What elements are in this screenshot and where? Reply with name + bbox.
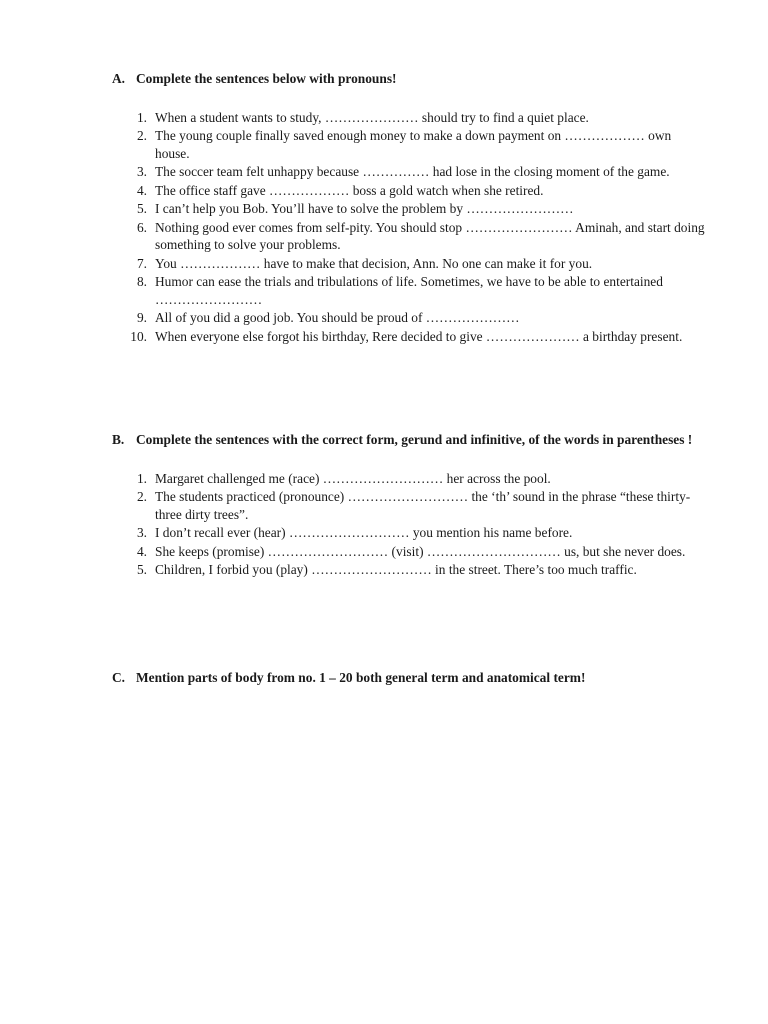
section-c-title: Mention parts of body from no. 1 – 20 both general term and anatomical term! — [136, 670, 586, 685]
item-number: 4. — [136, 543, 147, 559]
list-item — [112, 488, 712, 523]
item-text: She keeps (promise) ……………………… (visit) ………………………… us, but she never does. — [155, 543, 686, 559]
section-c-heading — [112, 669, 712, 687]
item-number: 2. — [136, 128, 147, 143]
item-number: 1. — [136, 109, 147, 125]
item-number: 3. — [136, 164, 147, 179]
item-text: Humor can ease the trials and tribulations of life. Sometimes, we have to be able to entertained …………………… — [155, 274, 663, 307]
section-a-list — [112, 109, 712, 346]
section-b-letter: B. — [112, 432, 125, 447]
list-item — [112, 127, 712, 162]
item-number: 5. — [136, 562, 147, 577]
section-a-heading — [112, 70, 712, 88]
list-item — [112, 182, 712, 200]
list-item — [112, 163, 712, 181]
section-b-heading — [112, 431, 712, 449]
item-number: 2. — [136, 489, 147, 504]
section-c-letter: C. — [112, 670, 126, 685]
item-text: The students practiced (pronounce) ……………………… the ‘th’ sound in the phrase “these thirty-three dirty trees”. — [155, 489, 691, 522]
section-b-list — [112, 470, 712, 579]
list-item — [112, 543, 712, 561]
list-item — [112, 273, 712, 308]
item-text: The soccer team felt unhappy because …………… had lose in the closing moment of the game. — [155, 164, 670, 179]
item-number: 10. — [130, 328, 147, 344]
list-item — [112, 328, 712, 346]
section-a-letter: A. — [112, 71, 126, 86]
item-number: 3. — [136, 525, 147, 540]
item-number: 1. — [136, 470, 147, 486]
item-number: 5. — [136, 201, 147, 216]
list-item — [112, 561, 712, 579]
item-text: You ……………… have to make that decision, Ann. No one can make it for you. — [155, 255, 593, 271]
item-text: The young couple finally saved enough money to make a down payment on ……………… own house. — [155, 128, 672, 161]
item-text: Margaret challenged me (race) ……………………… her across the pool. — [155, 470, 551, 486]
item-number: 9. — [136, 310, 147, 325]
section-b-title: Complete the sentences with the correct form, gerund and infinitive, of the words in parentheses ! — [136, 432, 693, 447]
list-item — [112, 524, 712, 542]
item-text: The office staff gave ……………… boss a gold watch when she retired. — [155, 182, 544, 198]
section-a-title: Complete the sentences below with pronouns! — [136, 71, 397, 86]
section-a — [112, 70, 712, 346]
list-item — [112, 109, 712, 127]
list-item — [112, 255, 712, 273]
item-text: When everyone else forgot his birthday, Rere decided to give ………………… a birthday present. — [155, 328, 683, 344]
item-text: Nothing good ever comes from self-pity. You should stop …………………… Aminah, and start doing something to solve your problems. — [155, 219, 705, 252]
item-number: 8. — [136, 274, 147, 289]
item-text: I don’t recall ever (hear) ……………………… you mention his name before. — [155, 525, 573, 540]
item-text: I can’t help you Bob. You’ll have to solve the problem by …………………… — [155, 201, 574, 216]
item-text: Children, I forbid you (play) ……………………… in the street. There’s too much traffic. — [155, 562, 637, 577]
item-text: When a student wants to study, ………………… should try to find a quiet place. — [155, 109, 589, 125]
section-b — [112, 431, 712, 580]
item-number: 4. — [136, 182, 147, 198]
list-item — [112, 200, 712, 218]
list-item — [112, 309, 712, 327]
section-c — [112, 669, 712, 687]
item-text: All of you did a good job. You should be proud of ………………… — [155, 310, 520, 325]
list-item — [112, 219, 712, 254]
item-number: 6. — [136, 219, 147, 235]
item-number: 7. — [136, 255, 147, 271]
list-item — [112, 470, 712, 488]
